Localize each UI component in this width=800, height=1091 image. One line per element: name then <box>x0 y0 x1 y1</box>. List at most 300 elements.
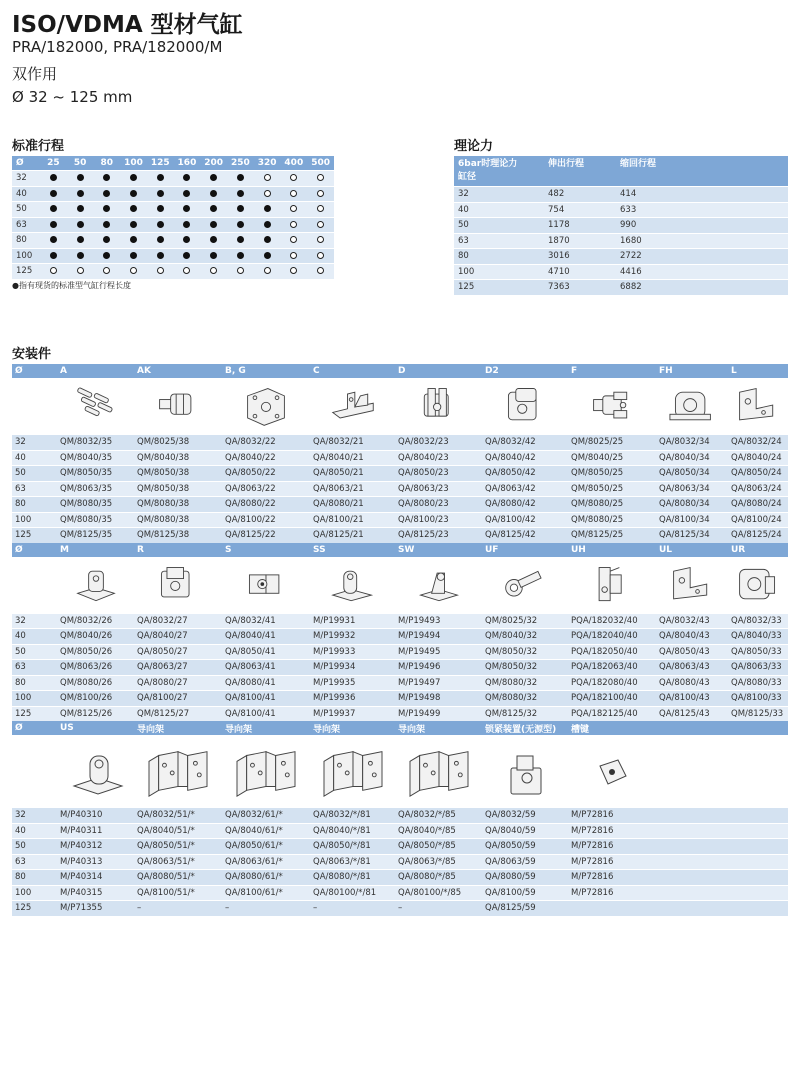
stroke-header-cell: Ø <box>12 156 40 171</box>
mounting-row <box>12 839 788 855</box>
mounting-image-cell <box>134 735 222 808</box>
mounting-bore-cell: 32 <box>12 808 57 824</box>
stroke-availability-cell <box>67 217 94 233</box>
stroke-header-cell: 160 <box>174 156 201 171</box>
mounting-table <box>12 364 788 916</box>
mounting-image-cell <box>310 557 395 614</box>
part-number-cell: M/P19931 <box>310 613 395 629</box>
hollow-dot-icon <box>264 174 271 181</box>
part-number-cell: QA/8080/27 <box>134 675 222 691</box>
filled-dot-icon <box>50 221 57 228</box>
stroke-availability-cell <box>93 233 120 249</box>
stroke-availability-cell <box>254 186 281 202</box>
filled-dot-icon <box>237 236 244 243</box>
filled-dot-icon <box>103 174 110 181</box>
filled-dot-icon <box>210 174 217 181</box>
part-number-cell: QA/8040/21 <box>310 450 395 466</box>
empty-cell <box>656 901 728 916</box>
part-number-cell: QA/8080/21 <box>310 497 395 513</box>
force-extend-cell: 1178 <box>544 218 616 234</box>
part-number-cell: QA/8050/*/85 <box>395 839 482 855</box>
mounting-bore-cell: 40 <box>12 629 57 645</box>
part-number-cell: QA/8063/42 <box>482 481 568 497</box>
filled-dot-icon <box>237 174 244 181</box>
filled-dot-icon <box>130 205 137 212</box>
mounting-header-row <box>12 364 788 378</box>
stroke-availability-cell <box>174 171 201 187</box>
stroke-section-title: 标准行程 <box>12 139 65 154</box>
mounting-header-cell: US <box>57 721 134 735</box>
stroke-availability-cell <box>67 264 94 279</box>
mounting-header-cell: 导向架 <box>222 721 310 735</box>
part-number-cell: QA/8080/22 <box>222 497 310 513</box>
empty-cell <box>656 808 728 824</box>
part-number-cell: M/P19936 <box>310 691 395 707</box>
part-number-cell: QA/8050/51/* <box>134 839 222 855</box>
stroke-availability-cell <box>280 248 307 264</box>
hollow-dot-icon <box>290 221 297 228</box>
mounting-header-cell: A <box>57 364 134 378</box>
part-number-cell: QA/8040/61/* <box>222 823 310 839</box>
part-number-cell: QA/8063/24 <box>728 481 788 497</box>
rod-coupler-icon <box>150 383 206 429</box>
filled-dot-icon <box>77 252 84 259</box>
hollow-dot-icon <box>317 236 324 243</box>
mounting-image-cell <box>656 378 728 435</box>
part-number-cell: QM/8025/25 <box>568 435 656 451</box>
stroke-availability-cell <box>307 248 334 264</box>
part-number-cell: M/P19932 <box>310 629 395 645</box>
part-number-cell: QA/8063/22 <box>222 481 310 497</box>
stroke-availability-cell <box>147 264 174 279</box>
mounting-bore-cell: 50 <box>12 644 57 660</box>
force-head-bore <box>454 156 544 187</box>
filled-dot-icon <box>130 236 137 243</box>
pins-icon <box>68 383 124 429</box>
empty-cell <box>728 735 788 808</box>
force-retract-cell: 6882 <box>616 280 788 295</box>
mounting-image-cell <box>728 378 788 435</box>
stroke-availability-cell <box>67 233 94 249</box>
mounting-header-cell: L <box>728 364 788 378</box>
stroke-header-cell: 250 <box>227 156 254 171</box>
part-number-cell: QA/8100/21 <box>310 512 395 528</box>
mounting-header-cell: F <box>568 364 656 378</box>
mounting-bore-cell: 63 <box>12 854 57 870</box>
stroke-bore-cell: 50 <box>12 202 40 218</box>
force-section-title: 理论力 <box>454 139 494 154</box>
stroke-row <box>12 186 334 202</box>
force-extend-cell: 7363 <box>544 280 616 295</box>
part-number-cell: QA/8032/23 <box>395 435 482 451</box>
mounting-image-cell <box>222 557 310 614</box>
filled-dot-icon <box>264 252 271 259</box>
part-number-cell: QA/8100/23 <box>395 512 482 528</box>
stroke-availability-cell <box>174 217 201 233</box>
part-number-cell: PQA/182050/40 <box>568 644 656 660</box>
force-extend-cell: 1870 <box>544 233 616 249</box>
part-number-cell: QA/8100/27 <box>134 691 222 707</box>
part-number-cell: PQA/182080/40 <box>568 675 656 691</box>
mounting-image-cell <box>395 557 482 614</box>
part-number-cell: QA/8100/42 <box>482 512 568 528</box>
mounting-header-cell: AK <box>134 364 222 378</box>
mounting-image-cell <box>482 557 568 614</box>
guide-unit-icon <box>232 742 300 800</box>
hollow-dot-icon <box>210 267 217 274</box>
filled-dot-icon <box>264 205 271 212</box>
part-number-cell: QM/8063/35 <box>57 481 134 497</box>
mounting-image-cell <box>310 735 395 808</box>
part-number-cell: M/P19494 <box>395 629 482 645</box>
filled-dot-icon <box>264 236 271 243</box>
bore-range: Ø 32 ~ 125 mm <box>12 88 133 106</box>
stroke-header-cell: 25 <box>40 156 67 171</box>
stroke-availability-cell <box>174 233 201 249</box>
part-number-cell: QA/8100/34 <box>656 512 728 528</box>
part-number-cell: QA/8050/22 <box>222 466 310 482</box>
stroke-availability-cell <box>174 186 201 202</box>
mounting-header-cell: SW <box>395 543 482 557</box>
angle-bracket-icon <box>664 562 720 608</box>
part-number-cell: QA/8050/24 <box>728 466 788 482</box>
part-number-cell: QA/8040/33 <box>728 629 788 645</box>
stroke-availability-cell <box>93 264 120 279</box>
filled-dot-icon <box>157 205 164 212</box>
hollow-dot-icon <box>290 267 297 274</box>
filled-dot-icon <box>77 190 84 197</box>
part-number-cell: QA/8063/51/* <box>134 854 222 870</box>
empty-cell <box>728 823 788 839</box>
part-number-cell: PQA/182040/40 <box>568 629 656 645</box>
lock-unit-icon <box>497 742 553 800</box>
stroke-availability-cell <box>280 186 307 202</box>
part-number-cell: QM/8080/38 <box>134 497 222 513</box>
part-number-cell: QA/8032/43 <box>656 613 728 629</box>
part-number-cell: QA/8040/34 <box>656 450 728 466</box>
mounting-image-cell <box>482 735 568 808</box>
mounting-bore-cell: 40 <box>12 823 57 839</box>
mounting-bore-cell: 50 <box>12 839 57 855</box>
hollow-dot-icon <box>237 267 244 274</box>
part-number-cell: QA/8032/41 <box>222 613 310 629</box>
stroke-availability-cell <box>120 202 147 218</box>
part-number-cell: QA/8080/43 <box>656 675 728 691</box>
stroke-availability-cell <box>307 202 334 218</box>
stroke-availability-cell <box>147 202 174 218</box>
stroke-availability-cell <box>93 217 120 233</box>
filled-dot-icon <box>157 190 164 197</box>
mounting-row <box>12 629 788 645</box>
trunnion-block-icon <box>238 562 294 608</box>
filled-dot-icon <box>157 221 164 228</box>
part-number-cell: QA/8032/33 <box>728 613 788 629</box>
stroke-row <box>12 202 334 218</box>
mounting-bore-cell: 50 <box>12 466 57 482</box>
part-number-cell: QA/8050/41 <box>222 644 310 660</box>
part-number-cell: QA/8040/24 <box>728 450 788 466</box>
stroke-availability-cell <box>254 202 281 218</box>
part-number-cell: QA/8032/22 <box>222 435 310 451</box>
stroke-availability-cell <box>120 186 147 202</box>
filled-dot-icon <box>264 221 271 228</box>
part-number-cell: QA/8040/59 <box>482 823 568 839</box>
rod-clevis-icon <box>584 383 640 429</box>
mounting-header-cell: FH <box>656 364 728 378</box>
stroke-availability-cell <box>120 248 147 264</box>
mounting-row <box>12 528 788 543</box>
stroke-header-cell: 80 <box>93 156 120 171</box>
mounting-header-cell: UF <box>482 543 568 557</box>
part-number-cell: QA/8080/23 <box>395 497 482 513</box>
stroke-availability-cell <box>227 248 254 264</box>
part-number-cell: M/P72816 <box>568 854 656 870</box>
hollow-dot-icon <box>103 267 110 274</box>
part-number-cell: QA/8080/59 <box>482 870 568 886</box>
stroke-availability-cell <box>40 186 67 202</box>
part-number-cell: QA/8080/*/85 <box>395 870 482 886</box>
mounting-header-cell: C <box>310 364 395 378</box>
hollow-dot-icon <box>290 205 297 212</box>
stroke-availability-cell <box>174 248 201 264</box>
stroke-row <box>12 264 334 279</box>
part-number-cell: QA/8100/24 <box>728 512 788 528</box>
part-number-cell: M/P40313 <box>57 854 134 870</box>
guide-unit-icon <box>405 742 473 800</box>
hollow-dot-icon <box>290 252 297 259</box>
mounting-row <box>12 644 788 660</box>
mounting-header-cell: B, G <box>222 364 310 378</box>
part-number-cell: QA/8050/59 <box>482 839 568 855</box>
stroke-row <box>12 248 334 264</box>
filled-dot-icon <box>157 252 164 259</box>
mounting-image-cell <box>57 557 134 614</box>
guide-unit-icon <box>144 742 212 800</box>
mounting-bore-cell: 100 <box>12 691 57 707</box>
filled-dot-icon <box>77 221 84 228</box>
mounting-bore-cell: 80 <box>12 870 57 886</box>
filled-dot-icon <box>183 221 190 228</box>
filled-dot-icon <box>50 205 57 212</box>
mounting-row <box>12 885 788 901</box>
mounting-image-cell <box>395 378 482 435</box>
hollow-dot-icon <box>290 174 297 181</box>
part-number-cell: QA/8050/33 <box>728 644 788 660</box>
hollow-dot-icon <box>317 267 324 274</box>
stroke-availability-cell <box>40 264 67 279</box>
force-retract-cell: 1680 <box>616 233 788 249</box>
mounting-bore-cell: 32 <box>12 613 57 629</box>
part-number-cell: QA/8100/41 <box>222 691 310 707</box>
stroke-availability-cell <box>93 202 120 218</box>
part-number-cell: QM/8125/26 <box>57 706 134 721</box>
mounting-row <box>12 450 788 466</box>
stroke-row <box>12 233 334 249</box>
part-number-cell: QA/8032/24 <box>728 435 788 451</box>
part-number-cell: QA/8032/21 <box>310 435 395 451</box>
empty-cell <box>728 854 788 870</box>
part-number-cell: QM/8032/26 <box>57 613 134 629</box>
force-row <box>454 280 788 295</box>
part-number-cell: M/P71355 <box>57 901 134 916</box>
part-number-cell: QM/8125/27 <box>134 706 222 721</box>
stroke-bore-cell: 125 <box>12 264 40 279</box>
part-number-cell: QA/8063/*/81 <box>310 854 395 870</box>
part-number-cell: M/P19937 <box>310 706 395 721</box>
force-row <box>454 187 788 203</box>
filled-dot-icon <box>77 174 84 181</box>
filled-dot-icon <box>210 221 217 228</box>
part-number-cell: M/P72816 <box>568 808 656 824</box>
part-number-cell: QM/8100/26 <box>57 691 134 707</box>
part-number-cell: – <box>395 901 482 916</box>
part-number-cell: QA/8040/23 <box>395 450 482 466</box>
filled-dot-icon <box>210 252 217 259</box>
mounting-bore-cell: 125 <box>12 901 57 916</box>
mounting-header-cell: 导向架 <box>134 721 222 735</box>
page-title: ISO/VDMA 型材气缸 <box>12 12 243 38</box>
filled-dot-icon <box>183 252 190 259</box>
part-number-cell: M/P40310 <box>57 808 134 824</box>
empty-cell <box>656 721 728 735</box>
part-number-cell: QA/8125/59 <box>482 901 568 916</box>
stroke-availability-cell <box>200 217 227 233</box>
mounting-header-cell: SS <box>310 543 395 557</box>
filled-dot-icon <box>50 174 57 181</box>
filled-dot-icon <box>50 236 57 243</box>
pivot-block-icon <box>150 562 206 608</box>
hollow-dot-icon <box>317 174 324 181</box>
part-number-cell: QM/8050/25 <box>568 481 656 497</box>
mounting-header-cell: 导向架 <box>395 721 482 735</box>
mounting-row <box>12 512 788 528</box>
piston-rod-unit-icon <box>584 562 640 608</box>
part-number-cell: – <box>134 901 222 916</box>
part-number-cell: QM/8063/26 <box>57 660 134 676</box>
mounting-image-cell <box>57 735 134 808</box>
stroke-availability-cell <box>120 217 147 233</box>
mounting-row <box>12 901 788 916</box>
mounting-header-cell: D2 <box>482 364 568 378</box>
part-number-cell: M/P40314 <box>57 870 134 886</box>
stroke-bore-cell: 40 <box>12 186 40 202</box>
part-number-cell: M/P72816 <box>568 870 656 886</box>
stroke-availability-cell <box>307 171 334 187</box>
part-number-cell: QM/8125/38 <box>134 528 222 543</box>
mounting-row <box>12 808 788 824</box>
part-number-cell: QA/8032/59 <box>482 808 568 824</box>
clevis-plate-icon <box>497 383 553 429</box>
clevis-icon <box>411 383 467 429</box>
stroke-availability-cell <box>227 171 254 187</box>
stroke-availability-cell <box>307 233 334 249</box>
part-number-cell: QA/8040/27 <box>134 629 222 645</box>
part-number-cell: M/P72816 <box>568 823 656 839</box>
filled-dot-icon <box>183 205 190 212</box>
stroke-availability-cell <box>280 171 307 187</box>
mounting-row <box>12 854 788 870</box>
part-number-cell: M/P19934 <box>310 660 395 676</box>
mounting-image-cell <box>568 557 656 614</box>
stroke-availability-cell <box>200 186 227 202</box>
swivel-eye-icon <box>411 562 467 608</box>
part-number-cell: QA/8032/*/81 <box>310 808 395 824</box>
mounting-row <box>12 675 788 691</box>
part-number-cell: M/P40311 <box>57 823 134 839</box>
filled-dot-icon <box>103 205 110 212</box>
foot-mount-icon <box>664 383 720 429</box>
force-bore-cell: 63 <box>454 233 544 249</box>
stroke-availability-cell <box>200 248 227 264</box>
empty-cell <box>12 378 57 435</box>
part-number-cell: M/P40315 <box>57 885 134 901</box>
angle-bracket-icon <box>730 383 786 429</box>
part-number-cell: M/P19497 <box>395 675 482 691</box>
mounting-header-row <box>12 543 788 557</box>
part-number-cell: QM/8080/25 <box>568 497 656 513</box>
mounting-header-cell: 锁紧装置(无源型) <box>482 721 568 735</box>
rod-eye-icon <box>497 562 553 608</box>
mounting-header-cell: Ø <box>12 543 57 557</box>
part-number-cell: QA/8100/22 <box>222 512 310 528</box>
mounting-image-cell <box>57 378 134 435</box>
part-number-cell: QA/8125/34 <box>656 528 728 543</box>
part-number-cell: QM/8080/35 <box>57 497 134 513</box>
filled-dot-icon <box>183 174 190 181</box>
empty-cell <box>728 870 788 886</box>
pivot-bracket-icon <box>68 742 124 800</box>
empty-cell <box>656 735 728 808</box>
part-number-cell: QM/8040/32 <box>482 629 568 645</box>
mounting-bore-cell: 40 <box>12 450 57 466</box>
mounting-image-cell <box>134 378 222 435</box>
empty-cell <box>656 885 728 901</box>
part-number-cell: M/P19933 <box>310 644 395 660</box>
part-number-cell: QM/8050/26 <box>57 644 134 660</box>
stroke-availability-cell <box>254 264 281 279</box>
part-number-cell: QA/8063/61/* <box>222 854 310 870</box>
part-number-cell: M/P19498 <box>395 691 482 707</box>
empty-cell <box>12 557 57 614</box>
stroke-availability-cell <box>307 264 334 279</box>
force-retract-cell: 4416 <box>616 264 788 280</box>
part-number-cell: – <box>310 901 395 916</box>
part-number-cell: QM/8125/25 <box>568 528 656 543</box>
stroke-header-cell: 50 <box>67 156 94 171</box>
mounting-header-row <box>12 721 788 735</box>
hollow-dot-icon <box>264 190 271 197</box>
mounting-image-row <box>12 735 788 808</box>
part-number-cell: QA/8080/61/* <box>222 870 310 886</box>
hollow-dot-icon <box>290 236 297 243</box>
filled-dot-icon <box>50 252 57 259</box>
part-number-cell: QM/8080/32 <box>482 691 568 707</box>
stroke-availability-cell <box>40 217 67 233</box>
empty-cell <box>656 870 728 886</box>
part-number-cell: QM/8050/32 <box>482 644 568 660</box>
mounting-image-cell <box>134 557 222 614</box>
filled-dot-icon <box>237 190 244 197</box>
empty-cell <box>656 823 728 839</box>
stroke-availability-cell <box>307 186 334 202</box>
mounting-bore-cell: 32 <box>12 435 57 451</box>
part-number-cell: QA/8125/21 <box>310 528 395 543</box>
model-numbers: PRA/182000, PRA/182000/M <box>12 38 223 56</box>
part-number-cell: QM/8040/35 <box>57 450 134 466</box>
part-number-cell: QA/8080/34 <box>656 497 728 513</box>
force-bore-cell: 50 <box>454 218 544 234</box>
foot-bracket-icon <box>325 383 381 429</box>
